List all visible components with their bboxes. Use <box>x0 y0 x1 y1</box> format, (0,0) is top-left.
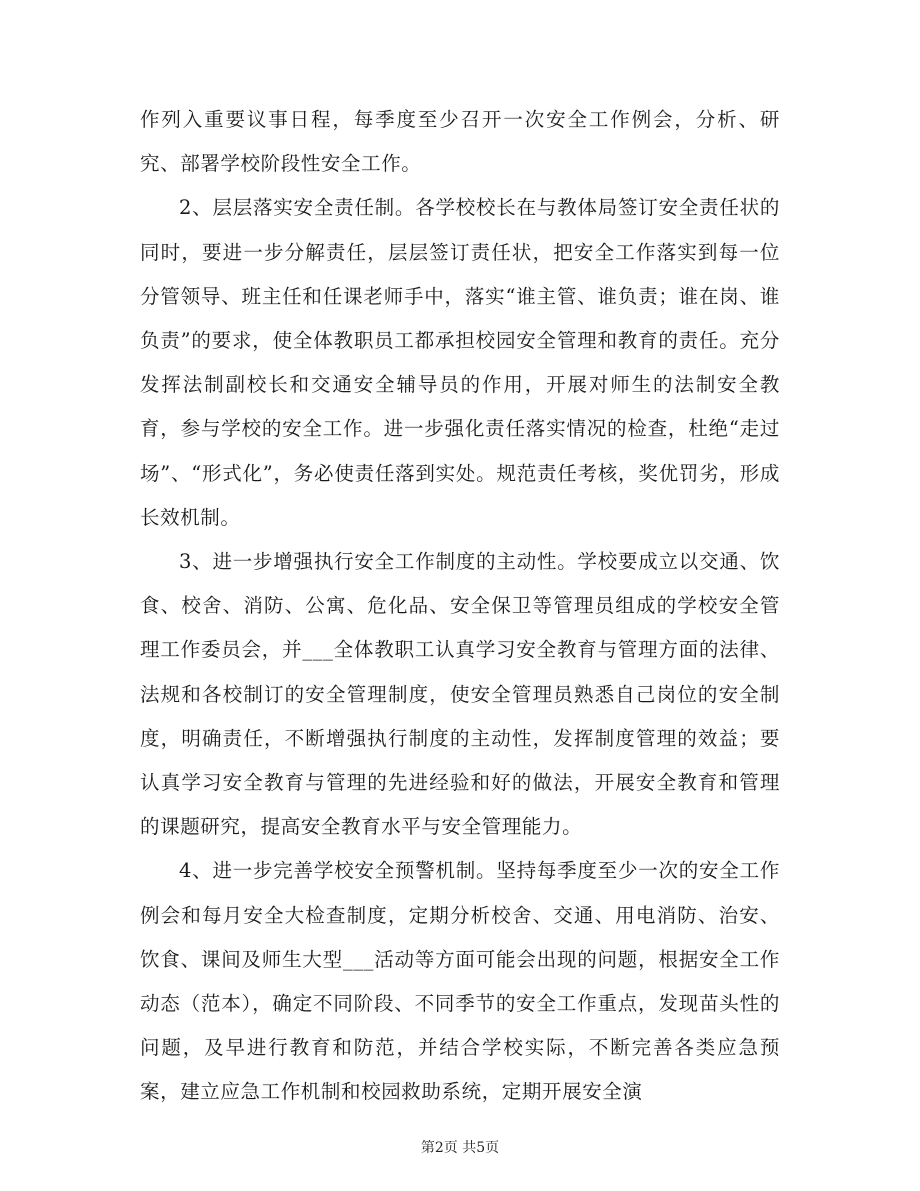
paragraph-item-4: 4、进一步完善学校安全预警机制。坚持每季度至少一次的安全工作例会和每月安全大检查制度，定期分析校舍、交通、用电消防、治安、饮食、课间及师生大型___活动等方面可能会出现的问题，根据安全工作动态（范本），确定不同阶段、不同季节的安全工作重点，发现苗头性的问题，及早进行教育和防范，并结合学校实际，不断完善各类应急预案，建立应急工作机制和校园救助系统，定期开展安全演 <box>140 859 780 1104</box>
page-number-footer: 第2页 共5页 <box>420 1140 500 1156</box>
paragraph-item-2: 2、层层落实安全责任制。各学校校长在与教体局签订安全责任状的同时，要进一步分解责任，层层签订责任状，把安全工作落实到每一位分管领导、班主任和任课老师手中，落实“谁主管、谁负责；谁在岗、谁负责”的要求，使全体教职员工都承担校园安全管理和教育的责任。充分发挥法制副校长和交通安全辅导员的作用，开展对师生的法制安全教育，参与学校的安全工作。进一步强化责任落实情况的检查，杜绝“走过场”、“形式化”，务必使责任落到实处。规范责任考核，奖优罚劣，形成长效机制。 <box>140 196 780 529</box>
paragraph-item-3: 3、进一步增强执行安全工作制度的主动性。学校要成立以交通、饮食、校舍、消防、公寓、危化品、安全保卫等管理员组成的学校安全管理工作委员会，并___全体教职工认真学习安全教育与管理方面的法律、法规和各校制订的安全管理制度，使安全管理员熟悉自己岗位的安全制度，明确责任，不断增强执行制度的主动性，发挥制度管理的效益；要认真学习安全教育与管理的先进经验和好的做法，开展安全教育和管理的课题研究，提高安全教育水平与安全管理能力。 <box>140 550 780 839</box>
paragraph-continuation: 作列入重要议事日程，每季度至少召开一次安全工作例会，分析、研究、部署学校阶段性安全工作。 <box>140 108 780 176</box>
document-body <box>140 98 780 1115</box>
